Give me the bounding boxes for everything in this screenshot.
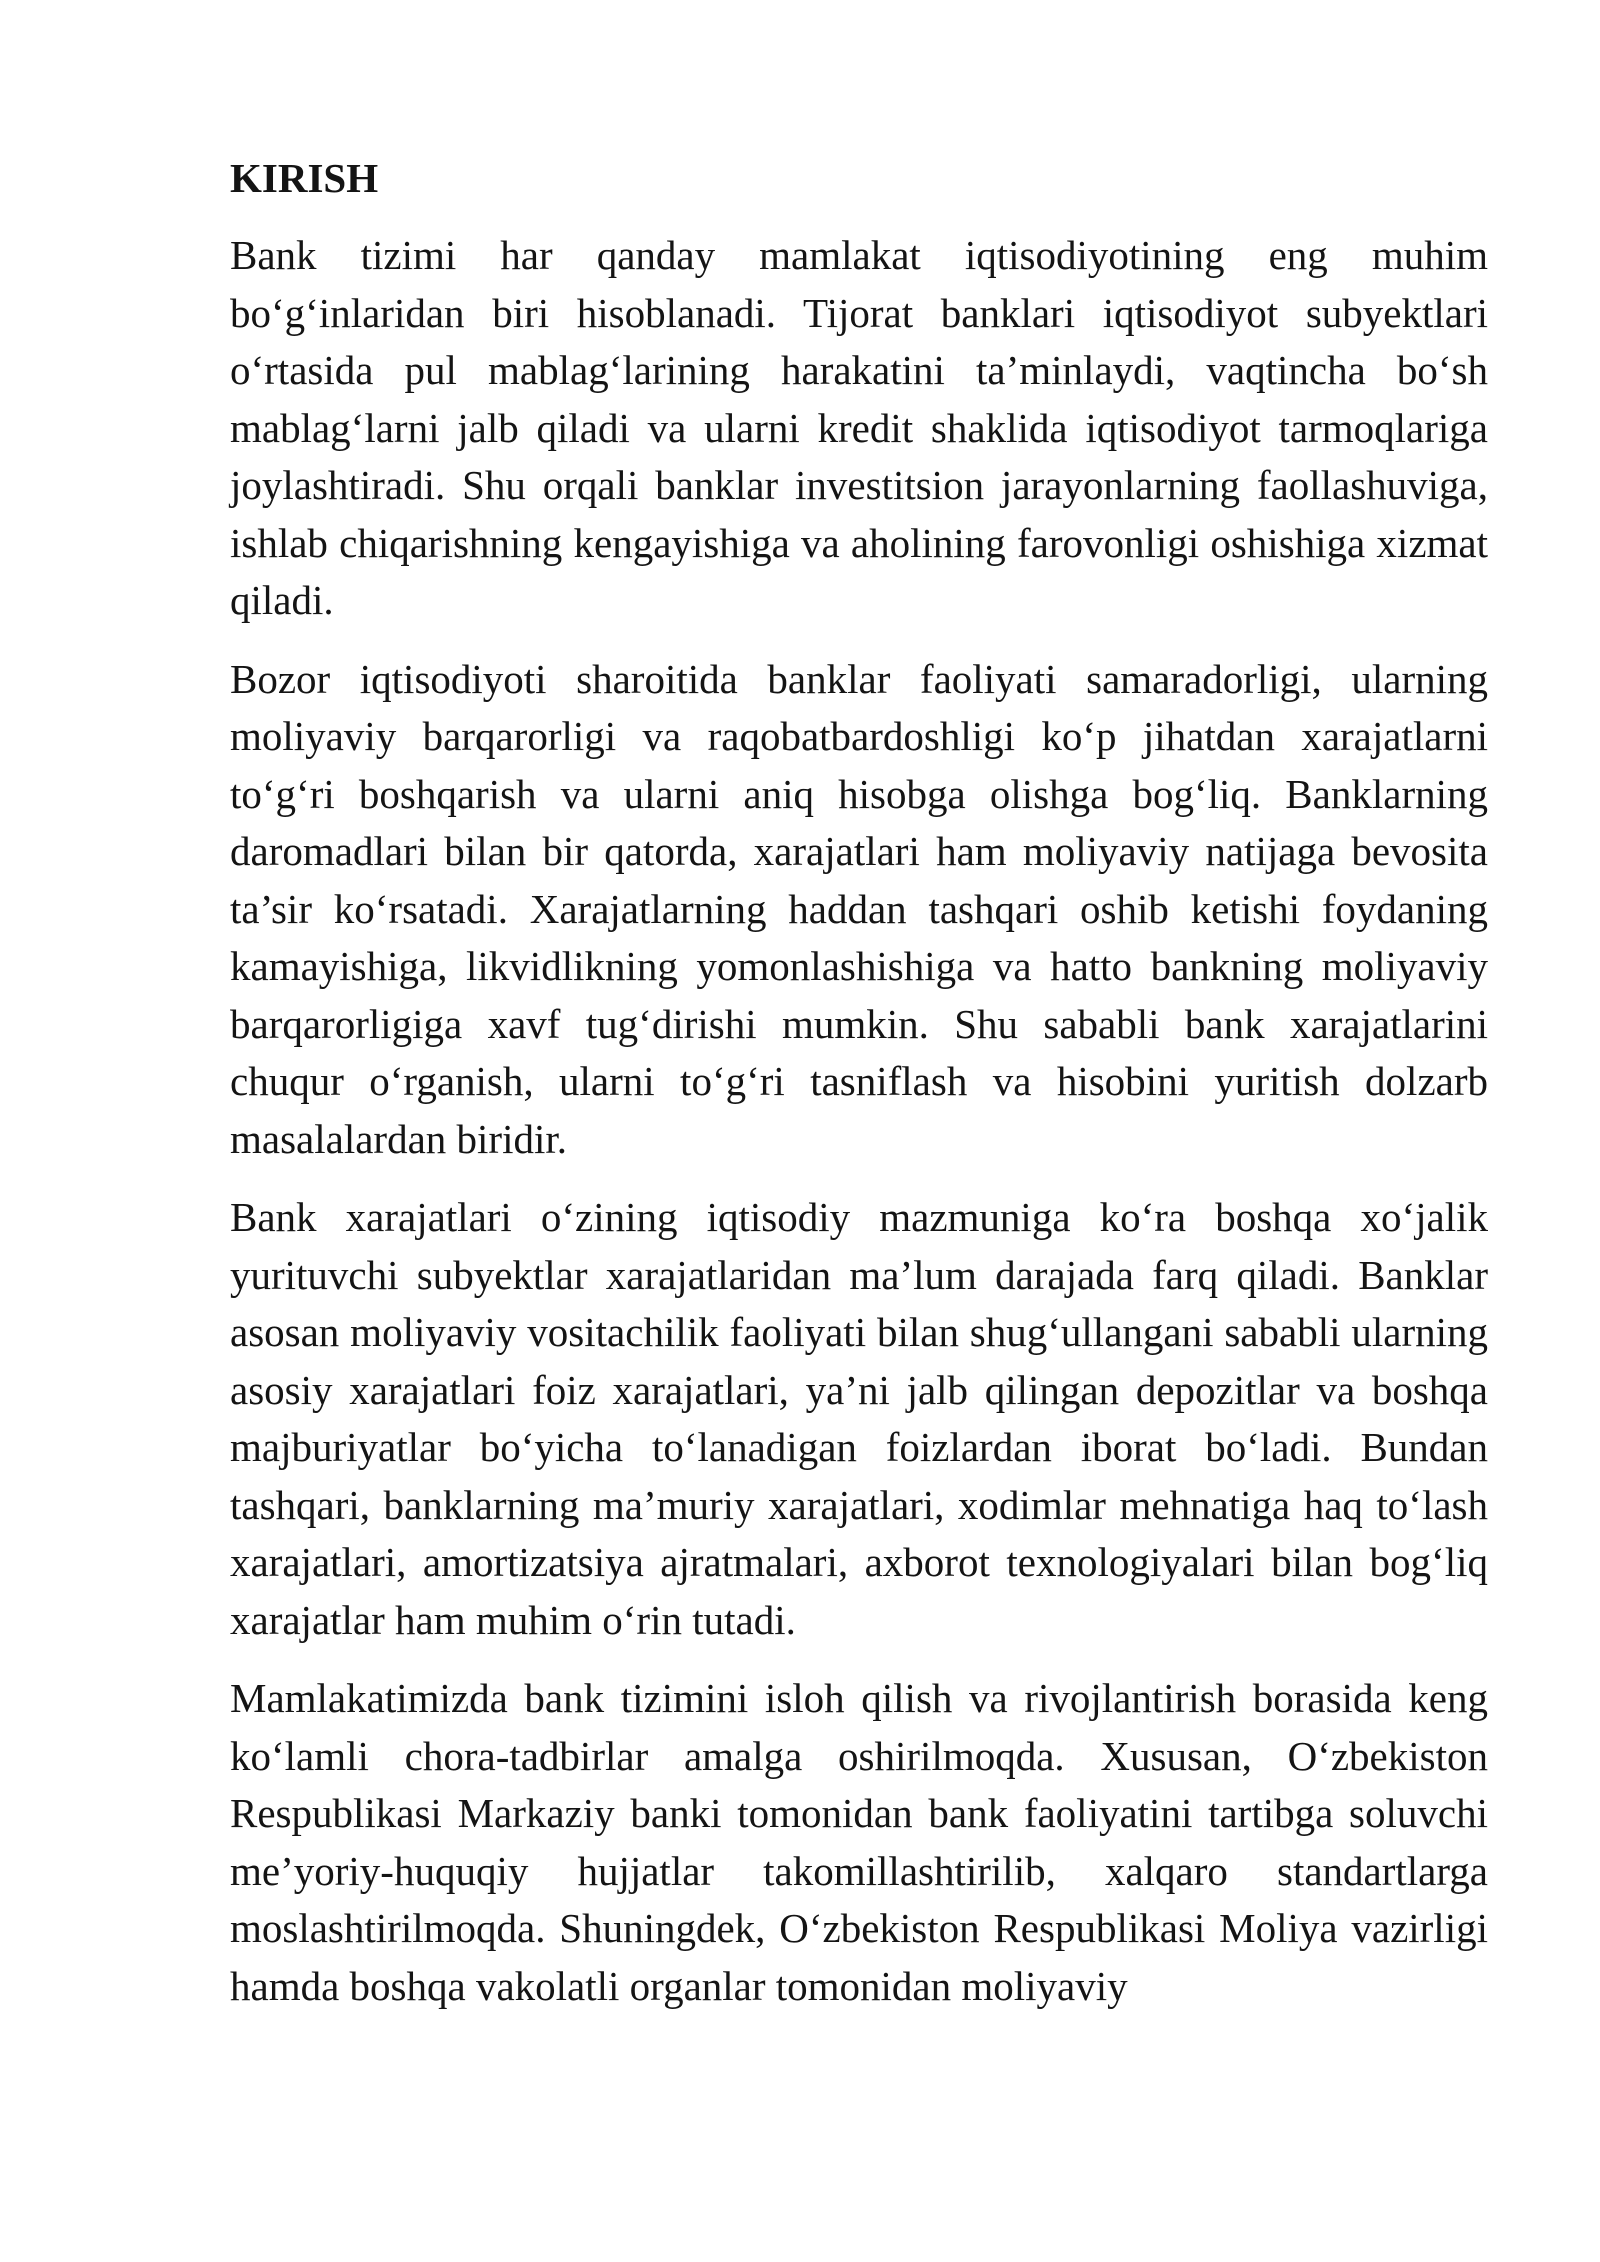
paragraph-1: Bank tizimi har qanday mamlakat iqtisodiyotining eng muhim bo‘g‘inlaridan biri hisoblanadi. Tijorat banklari iqtisodiyot subyektlari o‘rtasida pul mablag‘larining harakatini ta’minlaydi, vaqtincha bo‘sh mablag‘larni jalb qiladi va ularni kredit shaklida iqtisodiyot tarmoqlariga joylashtiradi. Shu orqali banklar investitsion jarayonlarning faollashuviga, ishlab chiqarishning kengayishiga va aholining farovonligi oshishiga xizmat qiladi.: [230, 232, 1488, 623]
paragraph-3: Bank xarajatlari o‘zining iqtisodiy mazmuniga ko‘ra boshqa xo‘jalik yurituvchi subyektlar xarajatlaridan ma’lum darajada farq qiladi. Banklar asosan moliyaviy vositachilik faoliyati bilan shug‘ullangani sababli ularning asosiy xarajatlari foiz xarajatlari, ya’ni jalb qilingan depozitlar va boshqa majburiyatlar bo‘yicha to‘lanadigan foizlardan iborat bo‘ladi. Bundan tashqari, banklarning ma’muriy xarajatlari, xodimlar mehnatiga haq to‘lash xarajatlari, amortizatsiya ajratmalari, axborot texnologiyalari bilan bog‘liq xarajatlar ham muhim o‘rin tutadi.: [230, 1194, 1488, 1643]
paragraph-2: Bozor iqtisodiyoti sharoitida banklar faoliyati samaradorligi, ularning moliyaviy barqarorligi va raqobatbardoshligi ko‘p jihatdan xarajatlarni to‘g‘ri boshqarish va ularni aniq hisobga olishga bog‘liq. Banklarning daromadlari bilan bir qatorda, xarajatlari ham moliyaviy natijaga bevosita ta’sir ko‘rsatadi. Xarajatlarning haddan tashqari oshib ketishi foydaning kamayishiga, likvidlikning yomonlashishiga va hatto bankning moliyaviy barqarorligiga xavf tug‘dirishi mumkin. Shu sababli bank xarajatlarini chuqur o‘rganish, ularni to‘g‘ri tasniflash va hisobini yuritish dolzarb masalalardan biridir.: [230, 655, 1488, 1162]
section-heading: KIRISH: [230, 155, 379, 201]
paragraph-4: Mamlakatimizda bank tizimini isloh qilish va rivojlantirish borasida keng ko‘lamli chora-tadbirlar amalga oshirilmoqda. Xususan, O‘zbekiston Respublikasi Markaziy banki tomonidan bank faoliyatini tartibga soluvchi me’yoriy-huquqiy hujjatlar takomillashtirilib, xalqaro standartlarga moslashtirilmoqda. Shuningdek, O‘zbekiston Respublikasi Moliya vazirligi hamda boshqa vakolatli organlar tomonidan moliyaviy: [230, 1675, 1488, 2009]
document-body: [230, 150, 1488, 2036]
